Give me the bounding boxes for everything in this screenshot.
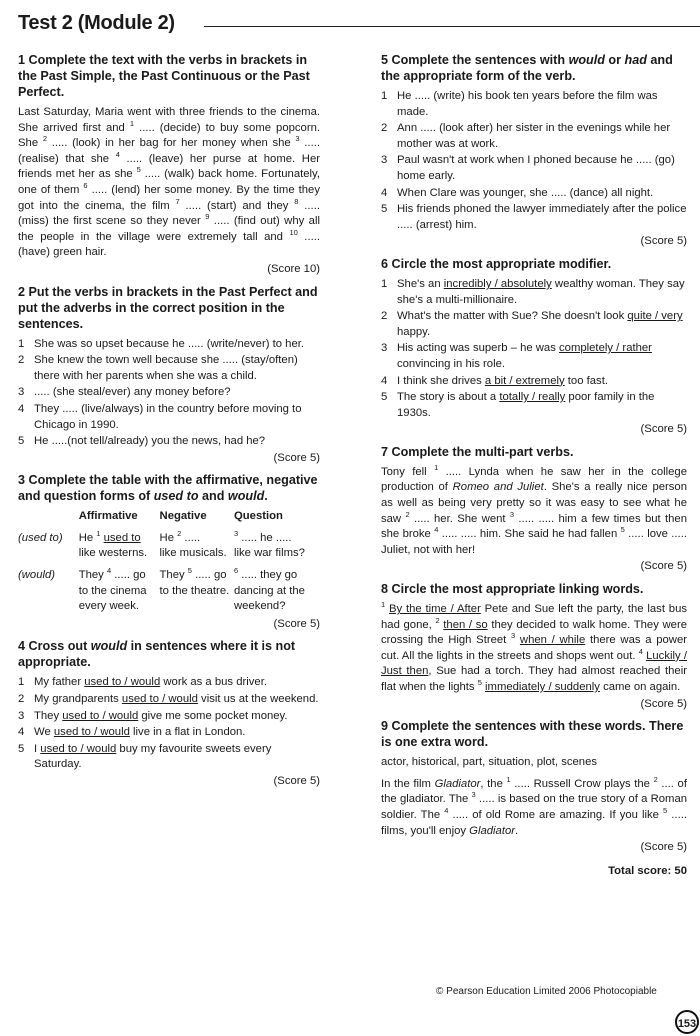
exercise-8-score: (Score 5) xyxy=(640,697,687,710)
list-item: 4 I think she drives a bit / extremely too fast. xyxy=(381,374,608,387)
list-item: 1 She's an incredibly / absolutely wealthy woman. They say she's a multi-millionaire. xyxy=(381,277,685,306)
exercise-3 xyxy=(18,472,320,632)
list-item: 3 They used to / would give me some pocket money. xyxy=(18,709,288,722)
exercise-2-list xyxy=(18,337,320,450)
exercise-1 xyxy=(18,52,320,278)
exercise-2-score: (Score 5) xyxy=(273,451,320,464)
exercise-6-list xyxy=(381,277,687,421)
page-number: 153 xyxy=(675,1010,699,1034)
page-title: Test 2 (Module 2) xyxy=(18,12,175,34)
exercise-7 xyxy=(381,444,687,575)
exercise-9 xyxy=(381,718,687,856)
exercise-6-heading: 6 Circle the most appropriate modifier. xyxy=(381,256,612,271)
list-item: 5 The story is about a totally / really poor family in the 1930s. xyxy=(381,391,655,419)
list-item: 2 What's the matter with Sue? She doesn't look quite / very happy. xyxy=(381,310,683,338)
column-header: Negative xyxy=(159,510,207,523)
list-item: 4 They ..... (live/always) in the country before moving to Chicago in 1990. xyxy=(18,402,302,431)
exercise-8-text: $^1$ By the time / After Pete and Sue left the party, the last bus had gone, $^2$ then / so they decided to walk home. They were crossing the High Street $^3$ when / while there was a power cut. All the lights in the streets and shops went out. $^4$ Luckily / Just then, Sue had a torch. They had almost reached their flat when the lights $^5$ immediately / suddenly came on again. xyxy=(381,600,687,693)
list-item: 2 She knew the town well because she ..... (stay/often) there with her parents when she was a child. xyxy=(18,354,298,382)
exercise-2-heading: 2 Put the verbs in brackets in the Past Perfect and put the adverbs in the correct position in the sentences. xyxy=(18,284,318,331)
list-item: 3 Paul wasn't at work when I phoned because he ..... (go) home early. xyxy=(381,154,675,182)
list-item: 5 His friends phoned the lawyer immediately after the police ..... (arrest) him. xyxy=(381,203,687,231)
exercise-7-heading: 7 Complete the multi-part verbs. xyxy=(381,444,574,459)
exercise-6 xyxy=(381,256,687,438)
list-item: 5 I used to / would buy my favourite sweets every Saturday. xyxy=(18,742,272,771)
exercise-5-score: (Score 5) xyxy=(640,235,687,248)
list-item: 2 Ann ..... (look after) her sister in the evenings while her mother was at work. xyxy=(381,122,671,150)
exercise-7-score: (Score 5) xyxy=(640,560,687,573)
exercise-4-list xyxy=(18,675,320,773)
exercise-1-score: (Score 10) xyxy=(267,262,320,275)
exercise-9-heading: 9 Complete the sentences with these words. There is one extra word. xyxy=(381,719,684,750)
exercise-6-score: (Score 5) xyxy=(640,423,687,436)
total-score: Total score: 50 xyxy=(608,864,687,877)
exercise-9-score: (Score 5) xyxy=(640,841,687,854)
table-row: (would) They $^4$ ..... go to the cinema every week. They $^5$ ..... go to the theatre. $^6$ ..... they go dancing at the weekend? xyxy=(18,566,305,613)
exercise-3-heading: 3 Complete the table with the affirmative, negative and question forms of used to and would. xyxy=(18,473,318,504)
used-to-table xyxy=(18,509,320,621)
exercise-2 xyxy=(18,284,320,467)
exercise-7-text: Tony fell $^1$ ..... Lynda when he saw her in the college production of Romeo and Juliet. She's a really nice person as well as being very pretty so it was easy to see what he saw $^2$ ..... her. She went $^3$ ..... ..... him a few times but then she broke $^4$ ..... ..... him. She said he had fallen $^5$ ..... love ..... Juliet, not with her! xyxy=(381,463,688,556)
page-header xyxy=(18,12,700,46)
list-item: 3 ..... (she steal/ever) any money before? xyxy=(18,386,231,399)
list-item: 5 He .....(not tell/already) you the news, had he? xyxy=(18,435,266,448)
copyright-footer: © Pearson Education Limited 2006 Photocopiable xyxy=(436,986,657,997)
header-rule xyxy=(204,26,700,27)
list-item: 3 His acting was superb – he was completely / rather convincing in his role. xyxy=(381,342,652,370)
exercise-5-list xyxy=(381,89,687,233)
exercise-8 xyxy=(381,581,687,712)
exercise-4-heading: 4 Cross out would in sentences where it is not appropriate. xyxy=(18,639,296,670)
list-item: 4 We used to / would live in a flat in London. xyxy=(18,726,246,739)
exercise-4-score: (Score 5) xyxy=(273,775,320,787)
exercise-1-heading: 1 Complete the text with the verbs in brackets in the Past Simple, the Past Continuous or the Past Perfect. xyxy=(18,53,310,99)
list-item: 2 My grandparents used to / would visit us at the weekend. xyxy=(18,693,319,706)
table-row: (used to) He $^1$ used to like westerns. He $^2$ ..... like musicals. $^3$ ..... he ..... like war films? xyxy=(18,529,305,560)
list-item: 4 When Clare was younger, she ..... (dance) all night. xyxy=(381,186,654,199)
word-bank: actor, historical, part, situation, plot, scenes xyxy=(381,756,598,769)
list-item: 1 He ..... (write) his book ten years before the film was made. xyxy=(381,90,658,118)
list-item: 1 My father used to / would work as a bus driver. xyxy=(18,676,267,689)
right-column xyxy=(381,52,687,879)
exercise-1-text: Last Saturday, Maria went with three friends to the cinema. She arrived first and $^1$ ..... (decide) to buy some popcorn. She $^2$ ..... (look) in her bag for her money when she $^3$ ..... (realise) that she $^4$ ..... (leave) her purse at home. Her friends met her as she $^5$ ..... (walk) back home. Fortunately, one of them $^6$ ..... (lend) her some money. By the time they got into the cinema, the film $^7$ ..... (start) and they $^8$ ..... (miss) the first scene so they never $^9$ ..... (find out) why all the people in the village were extremely tall and $^{10}$ ..... (have) green hair. xyxy=(18,106,321,259)
exercise-5 xyxy=(381,52,687,250)
column-header: Affirmative xyxy=(78,510,138,523)
exercise-4 xyxy=(18,638,320,789)
exercise-5-heading: 5 Complete the sentences with would or had and the appropriate form of the verb. xyxy=(381,53,673,83)
left-column xyxy=(18,52,320,796)
column-header: Question xyxy=(233,510,283,523)
exercise-8-heading: 8 Circle the most appropriate linking words. xyxy=(381,582,644,597)
exercise-3-score: (Score 5) xyxy=(273,617,320,630)
list-item: 1 She was so upset because he ..... (write/never) to her. xyxy=(18,337,305,350)
exercise-9-text: In the film Gladiator, the $^1$ ..... Russell Crow plays the $^2$ .... of the gladiator. The $^3$ ..... is based on the true story of a Roman soldier. The $^4$ ..... of old Rome are amazing. If you like $^5$ ..... films, you'll enjoy Gladiator. xyxy=(381,775,688,837)
